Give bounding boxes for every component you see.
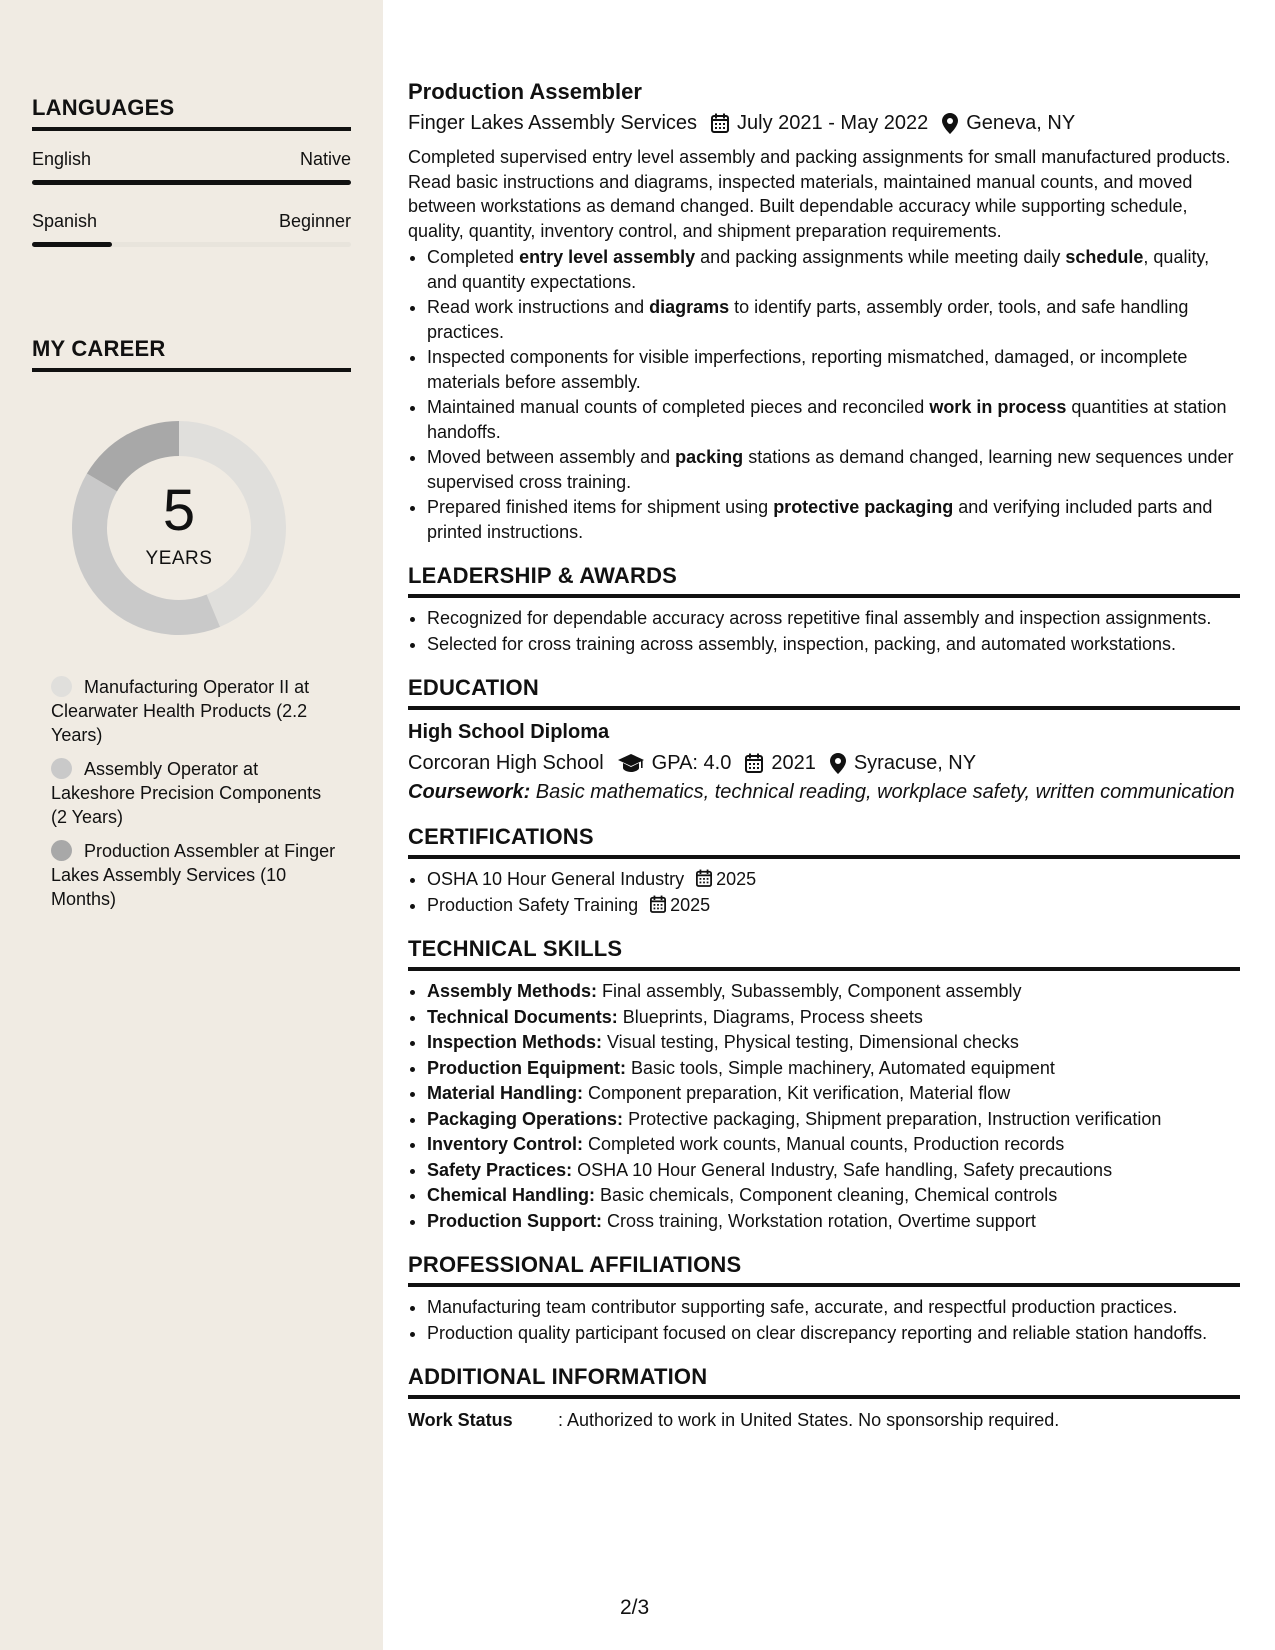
calendar-icon	[711, 113, 729, 133]
job-meta	[408, 109, 1240, 137]
languages-section	[32, 95, 351, 247]
location-pin-icon	[830, 753, 846, 774]
career-heading: MY CAREER	[32, 336, 351, 372]
skill-label: Technical Documents:	[427, 1006, 618, 1027]
sidebar	[0, 0, 383, 1650]
skill-value: Blueprints, Diagrams, Process sheets	[617, 1006, 923, 1027]
education-year: 2021	[771, 752, 816, 774]
skills-list	[408, 979, 1240, 1233]
certifications-heading: CERTIFICATIONS	[408, 823, 1240, 859]
list-item	[427, 1056, 1240, 1081]
affiliations-list	[408, 1295, 1240, 1345]
job-summary: Completed supervised entry level assembly and packing assignments for small manufactured products. Read basic instructions and diagrams, inspected materials, maintained manual counts, and moved between workstations as demand changed. Built dependable accuracy while supporting schedule, quality, quantity, inventory control, and shipment preparation requirements.	[408, 147, 1231, 241]
list-item	[427, 893, 1240, 918]
list-item: • Prepared finished items for shipment using protective packaging and verifying included parts and printed instructions.	[427, 495, 1240, 544]
skill-value: Cross training, Workstation rotation, Overtime support	[601, 1210, 1036, 1231]
list-item: • Selected for cross training across assembly, inspection, packing, and automated workstations.	[427, 632, 1240, 657]
skill-label: Production Equipment:	[427, 1057, 626, 1078]
job-company: Finger Lakes Assembly Services	[408, 112, 698, 134]
education-gpa: GPA: 4.0	[651, 752, 732, 774]
language-level: Beginner	[278, 211, 351, 231]
career-legend-text: Production Assembler at Finger Lakes Assembly Services (10 Months)	[51, 841, 336, 909]
calendar-icon	[650, 895, 666, 913]
skills-heading: TECHNICAL SKILLS	[408, 935, 1240, 971]
graduation-cap-icon	[618, 753, 644, 773]
skill-label: Material Handling:	[427, 1083, 584, 1103]
list-item	[427, 1183, 1240, 1208]
skill-value: Completed work counts, Manual counts, Production records	[583, 1134, 1065, 1154]
list-item: • Manufacturing team contributor supporting safe, accurate, and respectful production practices.	[427, 1295, 1240, 1320]
skill-value: Protective packaging, Shipment preparation, Instruction verification	[623, 1108, 1162, 1129]
career-legend-text: Assembly Operator at Lakeshore Precision Components (2 Years)	[51, 759, 322, 827]
career-legend-item	[51, 839, 341, 911]
language-name: Spanish	[32, 211, 98, 231]
work-status-value: : Authorized to work in United States. No sponsorship required.	[558, 1410, 1060, 1430]
certification-name: OSHA 10 Hour General Industry	[427, 869, 685, 889]
affiliations-heading: PROFESSIONAL AFFILIATIONS	[408, 1251, 1240, 1287]
coursework-text: Basic mathematics, technical reading, workplace safety, written communication	[530, 781, 1235, 803]
skill-label: Inventory Control:	[427, 1134, 583, 1154]
skill-label: Chemical Handling:	[427, 1185, 596, 1205]
skill-value: Final assembly, Subassembly, Component assembly	[597, 981, 1022, 1001]
calendar-icon	[696, 869, 712, 887]
job-title: Production Assembler	[408, 79, 642, 104]
calendar-icon	[745, 753, 763, 773]
list-item: • Moved between assembly and packing stations as demand changed, learning new sequences under supervised cross training.	[427, 445, 1240, 494]
language-name: English	[32, 149, 92, 169]
list-item	[427, 1107, 1240, 1132]
legend-dot	[51, 676, 72, 697]
language-proficiency-bar	[32, 242, 351, 247]
education-coursework	[408, 780, 1240, 805]
skill-value: Visual testing, Physical testing, Dimensional checks	[602, 1032, 1019, 1052]
list-item: • Production quality participant focused on clear discrepancy reporting and reliable station handoffs.	[427, 1321, 1240, 1346]
career-section	[32, 336, 351, 372]
education-degree: High School Diploma	[408, 721, 610, 743]
list-item	[427, 1158, 1240, 1183]
career-legend-item	[51, 757, 341, 829]
list-item	[427, 1081, 1240, 1106]
job-bullets	[408, 245, 1240, 544]
career-total-number: 5	[162, 478, 196, 543]
skill-label: Production Support:	[427, 1210, 602, 1231]
language-item	[32, 149, 351, 185]
list-item: • Recognized for dependable accuracy across repetitive final assembly and inspection assignments.	[427, 606, 1240, 631]
skill-value: Component preparation, Kit verification, Material flow	[583, 1083, 1011, 1103]
job-dates: July 2021 - May 2022	[737, 112, 929, 134]
education-location: Syracuse, NY	[853, 752, 977, 774]
career-donut-chart	[64, 413, 294, 643]
list-item	[427, 979, 1240, 1004]
list-item: • Completed entry level assembly and packing assignments while meeting daily schedule, quality, and quantity expectations.	[427, 245, 1240, 294]
certifications-list	[408, 867, 1240, 917]
language-level: Native	[299, 149, 351, 169]
list-item	[427, 1132, 1240, 1157]
education-meta	[408, 749, 1240, 777]
additional-info-row	[408, 1407, 1240, 1433]
skill-value: Basic chemicals, Component cleaning, Chemical controls	[595, 1185, 1058, 1205]
list-item	[427, 867, 1240, 892]
career-legend	[51, 675, 341, 921]
certification-year: 2025	[670, 894, 711, 915]
list-item	[427, 1209, 1240, 1234]
job-location: Geneva, NY	[966, 112, 1076, 134]
coursework-label: Coursework:	[408, 781, 531, 803]
language-item	[32, 211, 351, 247]
skill-label: Packaging Operations:	[427, 1108, 624, 1129]
certification-name: Production Safety Training	[427, 894, 639, 915]
career-legend-text: Manufacturing Operator II at Clearwater Health Products (2.2 Years)	[51, 677, 310, 745]
education-school: Corcoran High School	[408, 752, 604, 774]
list-item: • Inspected components for visible imperfections, reporting mismatched, damaged, or incomplete materials before assembly.	[427, 345, 1240, 394]
language-proficiency-fill	[32, 180, 351, 185]
location-pin-icon	[942, 113, 958, 134]
language-proficiency-fill	[32, 242, 112, 247]
legend-dot	[51, 758, 72, 779]
language-proficiency-bar	[32, 180, 351, 185]
list-item	[427, 1030, 1240, 1055]
list-item: • Maintained manual counts of completed pieces and reconciled work in process quantities at station handoffs.	[427, 395, 1240, 444]
certification-year: 2025	[716, 869, 757, 889]
skill-label: Safety Practices:	[427, 1159, 573, 1180]
skill-value: OSHA 10 Hour General Industry, Safe handling, Safety precautions	[572, 1159, 1113, 1180]
page-number: 2/3	[620, 1596, 650, 1619]
list-item	[427, 1005, 1240, 1030]
languages-heading: LANGUAGES	[32, 95, 351, 131]
work-status-label: Work Status	[408, 1410, 513, 1430]
leadership-list	[408, 606, 1240, 656]
leadership-heading: LEADERSHIP & AWARDS	[408, 562, 1240, 598]
career-total-unit: YEARS	[145, 548, 213, 569]
education-heading: EDUCATION	[408, 674, 1240, 710]
main-content	[408, 78, 1240, 1433]
skill-value: Basic tools, Simple machinery, Automated equipment	[625, 1057, 1055, 1078]
additional-heading: ADDITIONAL INFORMATION	[408, 1363, 1240, 1399]
legend-dot	[51, 840, 72, 861]
career-legend-item	[51, 675, 341, 747]
skill-label: Assembly Methods:	[427, 981, 598, 1001]
skill-label: Inspection Methods:	[427, 1032, 602, 1052]
list-item: • Read work instructions and diagrams to identify parts, assembly order, tools, and safe handling practices.	[427, 295, 1240, 344]
